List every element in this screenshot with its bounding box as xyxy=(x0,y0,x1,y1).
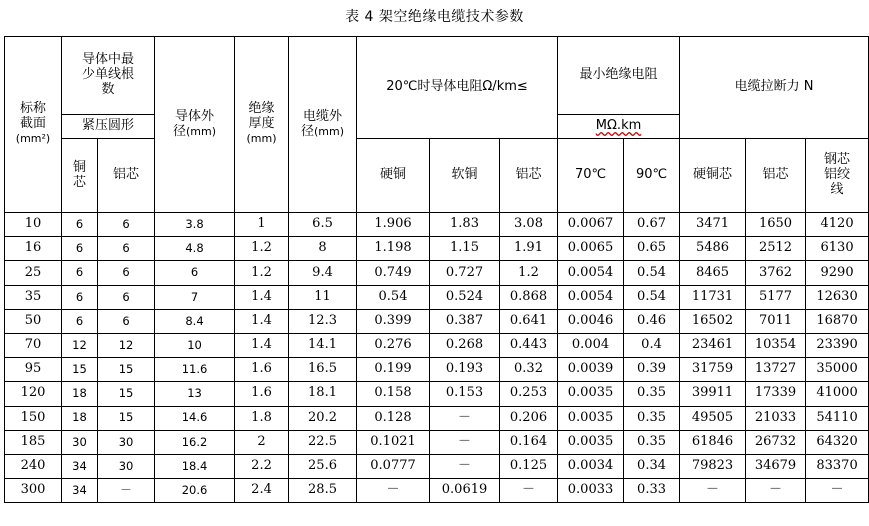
cell-r-aluminum: 0.443 xyxy=(500,333,558,357)
cell-section: 10 xyxy=(5,213,62,237)
cell-tensile-aluminum: 13727 xyxy=(746,358,806,382)
table-row xyxy=(5,237,869,261)
cell-r-soft-copper: 0.0619 xyxy=(430,479,500,503)
cell-section: 50 xyxy=(5,309,62,333)
cell-conductor-diameter: 7 xyxy=(155,285,235,309)
cell-tensile-aluminum: 2512 xyxy=(746,237,806,261)
cell-tensile-aluminum: 21033 xyxy=(746,406,806,430)
cell-r-hard-copper: 0.199 xyxy=(357,358,430,382)
cell-r-hard-copper: 1.198 xyxy=(357,237,430,261)
cell-insulation-90c: 0.67 xyxy=(624,213,680,237)
cell-section: 25 xyxy=(5,261,62,285)
cell-cable-diameter: 16.5 xyxy=(289,358,357,382)
header-insulation-thickness: 绝缘 厚度 (mm) xyxy=(235,37,289,213)
cell-insulation-thickness: 2.2 xyxy=(235,454,289,478)
cell-cu-wires: 6 xyxy=(62,213,98,237)
cell-insulation-thickness: 2 xyxy=(235,430,289,454)
cell-tensile-steel-aluminum: 6130 xyxy=(806,237,869,261)
cell-insulation-70c: 0.0033 xyxy=(558,479,624,503)
cell-tensile-steel-aluminum: － xyxy=(806,479,869,503)
cell-al-wires: 15 xyxy=(98,382,155,406)
cell-insulation-90c: 0.34 xyxy=(624,454,680,478)
cell-r-soft-copper: 0.268 xyxy=(430,333,500,357)
cell-r-soft-copper: 0.727 xyxy=(430,261,500,285)
table-row xyxy=(5,285,869,309)
cell-cable-diameter: 9.4 xyxy=(289,261,357,285)
cell-insulation-90c: 0.54 xyxy=(624,261,680,285)
cell-cable-diameter: 22.5 xyxy=(289,430,357,454)
cell-insulation-thickness: 1.2 xyxy=(235,261,289,285)
cell-section: 240 xyxy=(5,454,62,478)
cell-r-aluminum: 0.206 xyxy=(500,406,558,430)
table-row xyxy=(5,309,869,333)
cell-tensile-aluminum: 34679 xyxy=(746,454,806,478)
cell-r-aluminum: 0.32 xyxy=(500,358,558,382)
cell-insulation-90c: 0.54 xyxy=(624,285,680,309)
cell-al-wires: 6 xyxy=(98,237,155,261)
cell-tensile-aluminum: 10354 xyxy=(746,333,806,357)
header-copper-core: 铜 芯 xyxy=(62,139,98,213)
table-row xyxy=(5,261,869,285)
cell-al-wires: 6 xyxy=(98,309,155,333)
table-row xyxy=(5,430,869,454)
cell-al-wires: 30 xyxy=(98,454,155,478)
cell-cable-diameter: 6.5 xyxy=(289,213,357,237)
cell-r-soft-copper: 0.524 xyxy=(430,285,500,309)
cell-cu-wires: 34 xyxy=(62,479,98,503)
cell-r-hard-copper: 0.276 xyxy=(357,333,430,357)
cell-cu-wires: 15 xyxy=(62,358,98,382)
cell-section: 150 xyxy=(5,406,62,430)
cable-spec-table xyxy=(4,36,869,503)
cell-conductor-diameter: 6 xyxy=(155,261,235,285)
table-row xyxy=(5,213,869,237)
cell-tensile-hard-copper: 39911 xyxy=(680,382,746,406)
insulation-unit-text: MΩ.km xyxy=(595,118,642,134)
cell-insulation-90c: 0.33 xyxy=(624,479,680,503)
header-tensile: 电缆拉断力 N xyxy=(680,37,869,139)
cell-conductor-diameter: 14.6 xyxy=(155,406,235,430)
header-conductor-diameter: 导体外 径(mm) xyxy=(155,37,235,213)
cell-r-hard-copper: 0.0777 xyxy=(357,454,430,478)
cell-al-wires: 15 xyxy=(98,358,155,382)
table-title: 表 4 架空绝缘电缆技术参数 xyxy=(345,9,524,25)
header-aluminum-core-tensile: 铝芯 xyxy=(746,139,806,213)
cell-cu-wires: 6 xyxy=(62,237,98,261)
cell-insulation-thickness: 2.4 xyxy=(235,479,289,503)
header-hard-copper: 硬铜 xyxy=(357,139,430,213)
cell-tensile-steel-aluminum: 9290 xyxy=(806,261,869,285)
cell-tensile-steel-aluminum: 12630 xyxy=(806,285,869,309)
cell-cu-wires: 18 xyxy=(62,382,98,406)
cell-r-aluminum: 0.164 xyxy=(500,430,558,454)
cell-cable-diameter: 28.5 xyxy=(289,479,357,503)
cell-insulation-90c: 0.46 xyxy=(624,309,680,333)
cell-tensile-aluminum: 1650 xyxy=(746,213,806,237)
cell-r-soft-copper: 0.153 xyxy=(430,382,500,406)
cell-insulation-90c: 0.35 xyxy=(624,382,680,406)
cell-cu-wires: 12 xyxy=(62,333,98,357)
cell-tensile-hard-copper: 23461 xyxy=(680,333,746,357)
cell-cable-diameter: 11 xyxy=(289,285,357,309)
cell-tensile-aluminum: 3762 xyxy=(746,261,806,285)
cell-al-wires: 6 xyxy=(98,261,155,285)
cell-cable-diameter: 20.2 xyxy=(289,406,357,430)
cell-section: 300 xyxy=(5,479,62,503)
cell-insulation-70c: 0.0035 xyxy=(558,382,624,406)
cell-r-hard-copper: 1.906 xyxy=(357,213,430,237)
cell-r-soft-copper: 1.83 xyxy=(430,213,500,237)
cell-insulation-70c: 0.004 xyxy=(558,333,624,357)
cell-insulation-70c: 0.0067 xyxy=(558,213,624,237)
cell-conductor-diameter: 8.4 xyxy=(155,309,235,333)
cell-section: 70 xyxy=(5,333,62,357)
header-90c: 90℃ xyxy=(624,139,680,213)
cell-insulation-70c: 0.0039 xyxy=(558,358,624,382)
cell-tensile-hard-copper: 49505 xyxy=(680,406,746,430)
cell-insulation-70c: 0.0034 xyxy=(558,454,624,478)
header-compressed: 紧压圆形 xyxy=(62,115,155,139)
cell-al-wires: 6 xyxy=(98,213,155,237)
cell-insulation-70c: 0.0035 xyxy=(558,406,624,430)
cell-section: 35 xyxy=(5,285,62,309)
cell-conductor-diameter: 16.2 xyxy=(155,430,235,454)
cell-cable-diameter: 14.1 xyxy=(289,333,357,357)
cell-al-wires: － xyxy=(98,479,155,503)
table-row xyxy=(5,479,869,503)
header-min-insulation: 最小绝缘电阻 xyxy=(558,37,680,115)
cell-insulation-thickness: 1.6 xyxy=(235,358,289,382)
cell-conductor-diameter: 10 xyxy=(155,333,235,357)
cell-r-soft-copper: 1.15 xyxy=(430,237,500,261)
header-hard-copper-core: 硬铜芯 xyxy=(680,139,746,213)
header-aluminum: 铝芯 xyxy=(500,139,558,213)
cell-tensile-hard-copper: － xyxy=(680,479,746,503)
cell-tensile-hard-copper: 5486 xyxy=(680,237,746,261)
cell-section: 16 xyxy=(5,237,62,261)
cell-r-hard-copper: 0.1021 xyxy=(357,430,430,454)
cell-tensile-hard-copper: 11731 xyxy=(680,285,746,309)
cell-cable-diameter: 12.3 xyxy=(289,309,357,333)
cell-r-aluminum: 0.868 xyxy=(500,285,558,309)
cell-r-soft-copper: 0.387 xyxy=(430,309,500,333)
cell-r-hard-copper: 0.128 xyxy=(357,406,430,430)
cell-r-hard-copper: 0.749 xyxy=(357,261,430,285)
cell-insulation-90c: 0.35 xyxy=(624,430,680,454)
table-row xyxy=(5,382,869,406)
cell-al-wires: 15 xyxy=(98,406,155,430)
header-aluminum-core: 铝芯 xyxy=(98,139,155,213)
cell-insulation-90c: 0.4 xyxy=(624,333,680,357)
cell-insulation-thickness: 1.4 xyxy=(235,285,289,309)
cell-cu-wires: 6 xyxy=(62,309,98,333)
header-soft-copper: 软铜 xyxy=(430,139,500,213)
cell-tensile-steel-aluminum: 35000 xyxy=(806,358,869,382)
cell-insulation-90c: 0.35 xyxy=(624,406,680,430)
cell-conductor-diameter: 13 xyxy=(155,382,235,406)
cell-tensile-steel-aluminum: 83370 xyxy=(806,454,869,478)
cell-insulation-70c: 0.0054 xyxy=(558,261,624,285)
cell-section: 95 xyxy=(5,358,62,382)
cell-tensile-steel-aluminum: 16870 xyxy=(806,309,869,333)
cell-r-aluminum: 3.08 xyxy=(500,213,558,237)
cell-section: 120 xyxy=(5,382,62,406)
cell-conductor-diameter: 11.6 xyxy=(155,358,235,382)
cell-tensile-steel-aluminum: 64320 xyxy=(806,430,869,454)
header-insulation-unit xyxy=(558,115,680,139)
cell-insulation-thickness: 1.8 xyxy=(235,406,289,430)
cell-r-hard-copper: 0.158 xyxy=(357,382,430,406)
cell-tensile-hard-copper: 31759 xyxy=(680,358,746,382)
cell-r-aluminum: 0.641 xyxy=(500,309,558,333)
cell-tensile-steel-aluminum: 54110 xyxy=(806,406,869,430)
cell-r-aluminum: 0.125 xyxy=(500,454,558,478)
table-row xyxy=(5,454,869,478)
cell-r-aluminum: 1.91 xyxy=(500,237,558,261)
cell-tensile-hard-copper: 8465 xyxy=(680,261,746,285)
cell-insulation-70c: 0.0054 xyxy=(558,285,624,309)
cell-cable-diameter: 8 xyxy=(289,237,357,261)
cell-conductor-diameter: 20.6 xyxy=(155,479,235,503)
header-steel-aluminum: 钢芯 铝绞 线 xyxy=(806,139,869,213)
table-row xyxy=(5,406,869,430)
cell-cu-wires: 6 xyxy=(62,261,98,285)
cell-cu-wires: 34 xyxy=(62,454,98,478)
cell-r-soft-copper: － xyxy=(430,406,500,430)
cell-r-hard-copper: 0.54 xyxy=(357,285,430,309)
cell-tensile-hard-copper: 16502 xyxy=(680,309,746,333)
cell-insulation-thickness: 1.2 xyxy=(235,237,289,261)
header-70c: 70℃ xyxy=(558,139,624,213)
cell-al-wires: 30 xyxy=(98,430,155,454)
cell-cable-diameter: 18.1 xyxy=(289,382,357,406)
cell-tensile-steel-aluminum: 41000 xyxy=(806,382,869,406)
table-row xyxy=(5,333,869,357)
cell-conductor-diameter: 4.8 xyxy=(155,237,235,261)
cell-section: 185 xyxy=(5,430,62,454)
cell-cu-wires: 6 xyxy=(62,285,98,309)
cell-r-soft-copper: － xyxy=(430,454,500,478)
header-min-wires: 导体中最 少单线根 数 xyxy=(62,37,155,115)
cell-tensile-aluminum: 17339 xyxy=(746,382,806,406)
cell-conductor-diameter: 18.4 xyxy=(155,454,235,478)
cell-insulation-thickness: 1.4 xyxy=(235,333,289,357)
cell-tensile-aluminum: 26732 xyxy=(746,430,806,454)
cell-tensile-hard-copper: 79823 xyxy=(680,454,746,478)
cell-tensile-aluminum: 7011 xyxy=(746,309,806,333)
cell-insulation-70c: 0.0065 xyxy=(558,237,624,261)
cell-tensile-aluminum: 5177 xyxy=(746,285,806,309)
cell-r-hard-copper: 0.399 xyxy=(357,309,430,333)
cell-insulation-70c: 0.0035 xyxy=(558,430,624,454)
cell-conductor-diameter: 3.8 xyxy=(155,213,235,237)
table-row xyxy=(5,358,869,382)
header-resistance: 20℃时导体电阻Ω/km≤ xyxy=(357,37,558,139)
cell-r-soft-copper: － xyxy=(430,430,500,454)
cell-r-aluminum: － xyxy=(500,479,558,503)
cell-r-hard-copper: － xyxy=(357,479,430,503)
cell-r-aluminum: 0.253 xyxy=(500,382,558,406)
cell-insulation-thickness: 1.6 xyxy=(235,382,289,406)
cell-tensile-steel-aluminum: 4120 xyxy=(806,213,869,237)
cell-al-wires: 12 xyxy=(98,333,155,357)
cell-insulation-thickness: 1 xyxy=(235,213,289,237)
cell-insulation-90c: 0.39 xyxy=(624,358,680,382)
cell-al-wires: 6 xyxy=(98,285,155,309)
cell-insulation-thickness: 1.4 xyxy=(235,309,289,333)
header-section: 标称 截面 (mm²) xyxy=(5,37,62,213)
cell-r-aluminum: 1.2 xyxy=(500,261,558,285)
cell-insulation-90c: 0.65 xyxy=(624,237,680,261)
cell-cu-wires: 18 xyxy=(62,406,98,430)
cell-tensile-aluminum: － xyxy=(746,479,806,503)
header-cable-diameter: 电缆外 径(mm) xyxy=(289,37,357,213)
cell-insulation-70c: 0.0046 xyxy=(558,309,624,333)
cell-tensile-hard-copper: 3471 xyxy=(680,213,746,237)
cell-cable-diameter: 25.6 xyxy=(289,454,357,478)
cell-cu-wires: 30 xyxy=(62,430,98,454)
cell-r-soft-copper: 0.193 xyxy=(430,358,500,382)
cell-tensile-steel-aluminum: 23390 xyxy=(806,333,869,357)
cell-tensile-hard-copper: 61846 xyxy=(680,430,746,454)
